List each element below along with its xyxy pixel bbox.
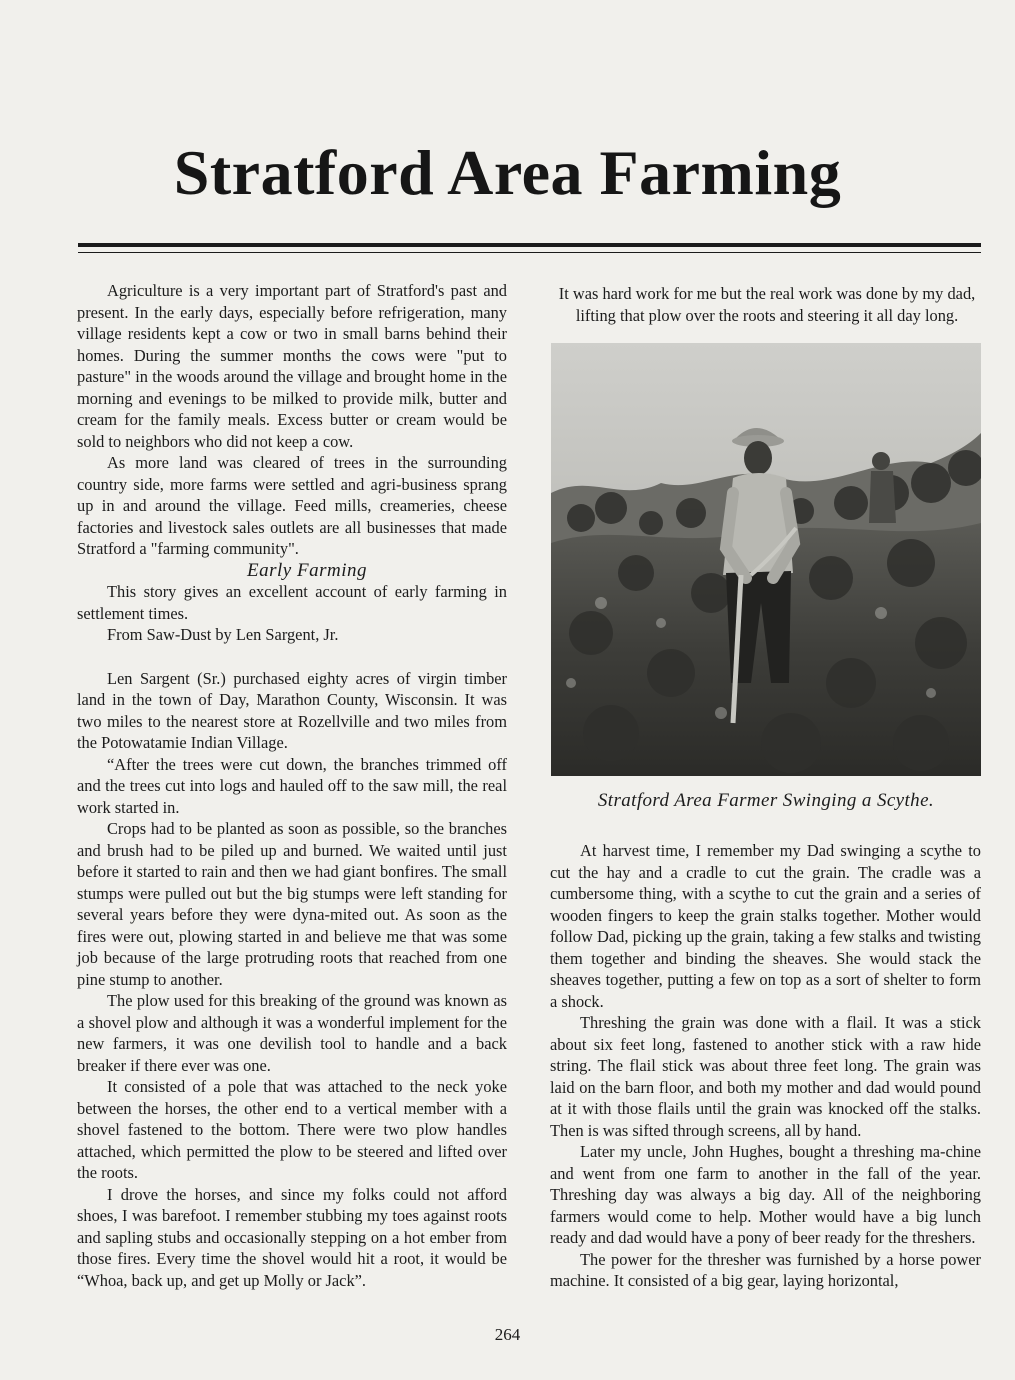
intro-paragraph: As more land was cleared of trees in the surrounding country side, more farms were settled and agri-business sprang up in and around the village. Feed mills, creameries, cheese factories and livestock sales outlets are all businesses that made Stratford a "farming community". (77, 453, 507, 558)
story-paragraph: “After the trees were cut down, the branches trimmed off and the trees cut into logs and hauled off to the saw mill, the real work started in. (77, 754, 507, 817)
story-source: From Saw-Dust by Len Sargent, Jr. (107, 625, 339, 644)
story-intro: This story gives an excellent account of early farming in settlement times. (77, 582, 507, 623)
page-number: 264 (494, 1325, 521, 1344)
farmer-photo (551, 343, 981, 776)
story-paragraph: It was hard work for me but the real work was done by my dad, lifting that plow over the roots and steering it all day long. (558, 284, 976, 325)
story-paragraph: Crops had to be planted as soon as possible, so the branches and brush had to be piled up and burned. We waited until just before it started to rain and then we had giant bonfires. The small stumps were pulled out but the big stumps were left standing for several years before they were dyna-mited out. As soon as the fires were out, plowing started in and believe me that was some job because of the large protruding roots that reached from one pine stump to another. (77, 819, 507, 989)
story-paragraph: Len Sargent (Sr.) purchased eighty acres of virgin timber land in the town of Day, Marathon County, Wisconsin. It was two miles to the nearest store at Rozellville and two miles from the Potowatamie Indian Village. (77, 668, 507, 752)
right-column-bottom (550, 840, 981, 1292)
photo-caption: Stratford Area Farmer Swinging a Scythe. (597, 790, 935, 811)
intro-paragraph: Agriculture is a very important part of Stratford's past and present. In the early days, especially before refrigeration, many village residents kept a cow or two in small barns behind their homes. During the summer months the cows were "put to pasture" in the woods around the village and brought home in the morning and evenings to be milked to provide milk, butter and cream for the family meals. Excess butter or cream would be sold to neighbors who did not keep a cow. (77, 281, 507, 451)
story-paragraph: I drove the horses, and since my folks could not afford shoes, I was barefoot. I remember stubbing my toes against roots and sapling stubs and occasionally stepping on a hot ember from those fires. Every time the shovel would hit a root, it would be “Whoa, back up, and get up Molly or Jack”. (77, 1184, 507, 1290)
right-column-top (551, 283, 983, 326)
page-title: Stratford Area Farming (173, 137, 842, 208)
left-column (77, 280, 507, 1291)
story-paragraph: Later my uncle, John Hughes, bought a threshing ma-chine and went from one farm to another in the fall of the year. Threshing day was always a big day. All of the neighboring farmers would come to help. Mother would have a big lunch ready and dad would have a pony of beer ready for the threshers. (550, 1142, 981, 1247)
story-paragraph: The power for the thresher was furnished by a horse power machine. It consisted of a big gear, laying horizontal, (550, 1249, 981, 1290)
story-paragraph: Threshing the grain was done with a flail. It was a stick about six feet long, fastened to another stick with a raw hide string. The flail stick was about three feet long. The grain was laid on the barn floor, and both my mother and dad would pound at it with those flails until the grain was knocked off the stalks. Then is was sifted through screens, all by hand. (550, 1013, 981, 1140)
section-subheading: Early Farming (247, 559, 367, 581)
story-paragraph: The plow used for this breaking of the ground was known as a shovel plow and although it was a wonderful implement for the new farmers, it was one devilish tool to handle and a back breaker if there ever was one. (77, 991, 507, 1075)
story-paragraph: It consisted of a pole that was attached to the neck yoke between the horses, the other end to a vertical member with a shovel fastened to the bottom. There were two plow handles attached, which permitted the plow to be steered and lifted over the roots. (77, 1077, 507, 1182)
title-rule-thick (78, 243, 981, 247)
title-rule-thin (78, 252, 981, 253)
story-paragraph: At harvest time, I remember my Dad swinging a scythe to cut the hay and a cradle to cut the grain. The cradle was a cumbersome thing, with a scythe to cut the grain and a series of wooden fingers to keep the grain stalks together. Mother would follow Dad, picking up the grain, taking a few stalks and twisting them together and binding the sheaves. She would stack the sheaves together, putting a few on top as a sort of shelter to form a shock. (550, 841, 981, 1011)
